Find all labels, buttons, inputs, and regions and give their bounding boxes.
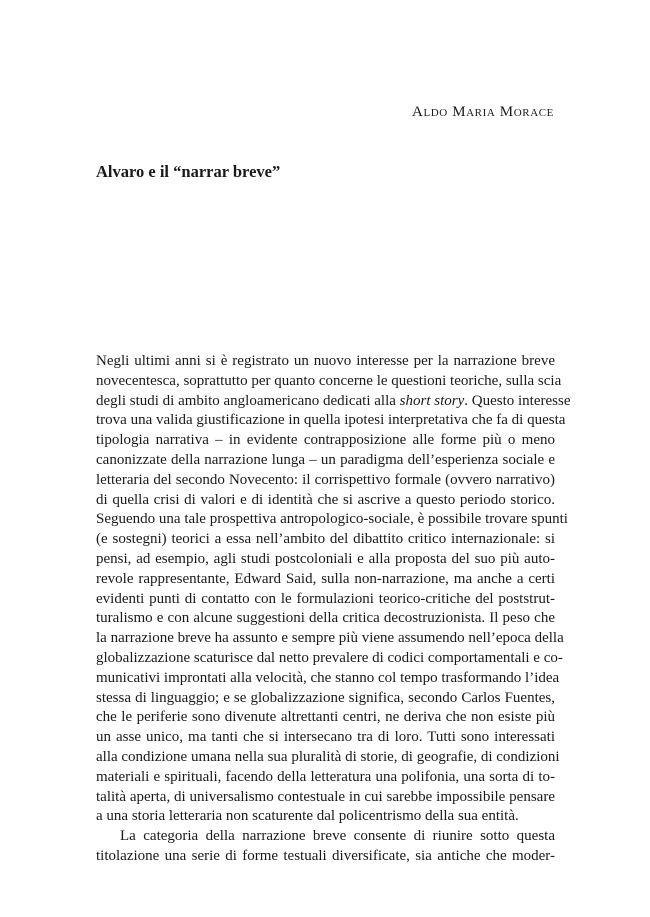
article-title: Alvaro e il “narrar breve” [96,162,281,181]
body-line: materiali e spirituali, facendo della letteratura una polifonia, una sorta di to- [96,768,555,785]
body-line: globalizzazione scaturisce dal netto prevalere di codici comportamentali e co- [96,649,563,666]
body-line: Negli ultimi anni si è registrato un nuovo interesse per la narrazione breve [96,353,555,369]
body-line: turalismo e con alcune suggestioni della critica decostruzionista. Il peso che [96,610,555,627]
body-line: alla condizione umana nella sua pluralità di storie, di geografie, di condizioni [96,748,560,765]
italic-term: short story [399,392,465,409]
body-line: novecentesca, soprattutto per quanto concerne le questioni teoriche, sulla scia [96,372,562,389]
body-line: talità aperta, di universalismo contestuale in cui sarebbe impossibile pensare [96,788,555,805]
body-line-segment: . Questo interesse [464,392,571,409]
body-line: revole rappresentante, Edward Said, sulla non-narrazione, ma anche a certi [96,570,555,587]
body-line: pensi, ad esempio, agli studi postcoloniali e alla proposta del suo più auto- [96,550,555,567]
body-line: un asse unico, ma tanti che si intersecano tra di loro. Tutti sono interessati [96,729,555,746]
body-line [96,392,571,412]
body-line: canonizzate della narrazione lunga – un paradigma dell’esperienza sociale e [96,451,555,468]
body-line: Seguendo una tale prospettiva antropologico-sociale, è possibile trovare spunti [96,511,568,528]
body-line: tipologia narrativa – in evidente contrapposizione alle forme più o meno [96,432,555,449]
body-line: La categoria della narrazione breve consente di riunire sotto questa [120,828,555,845]
body-line: (e sostegni) teorici a essa nell’ambito del dibattito critico internazionale: si [96,531,555,548]
body-line: la narrazione breve ha assunto e sempre più viene assumendo nell’epoca della [96,630,564,647]
body-line: che le periferie sono divenute altrettanti centri, ne deriva che non esiste più [96,709,555,726]
body-line: municativi improntati alla velocità, che stanno col tempo trasformando l’idea [96,669,560,686]
body-line: titolazione una serie di forme testuali diversificate, sia antiche che moder- [96,847,555,864]
body-line-segment: degli studi di ambito angloamericano dedicati alla [96,392,400,409]
body-line: trova una valida giustificazione in quella ipotesi interpretativa che fa di questa [96,412,566,429]
body-line: evidenti punti di contatto con le formulazioni teorico-critiche del poststrut- [96,590,555,607]
article-body [96,352,571,867]
author-name: Aldo Maria Morace [412,104,554,120]
body-line: letteraria del secondo Novecento: il corrispettivo formale (ovvero narrativo) [96,471,555,488]
body-line: di quella crisi di valori e di identità che si ascrive a questo periodo storico. [96,491,555,508]
body-line: a una storia letteraria non scaturente dal policentrismo della sua entità. [96,808,519,825]
body-line: stessa di linguaggio; e se globalizzazione significa, secondo Carlos Fuentes, [96,689,555,706]
